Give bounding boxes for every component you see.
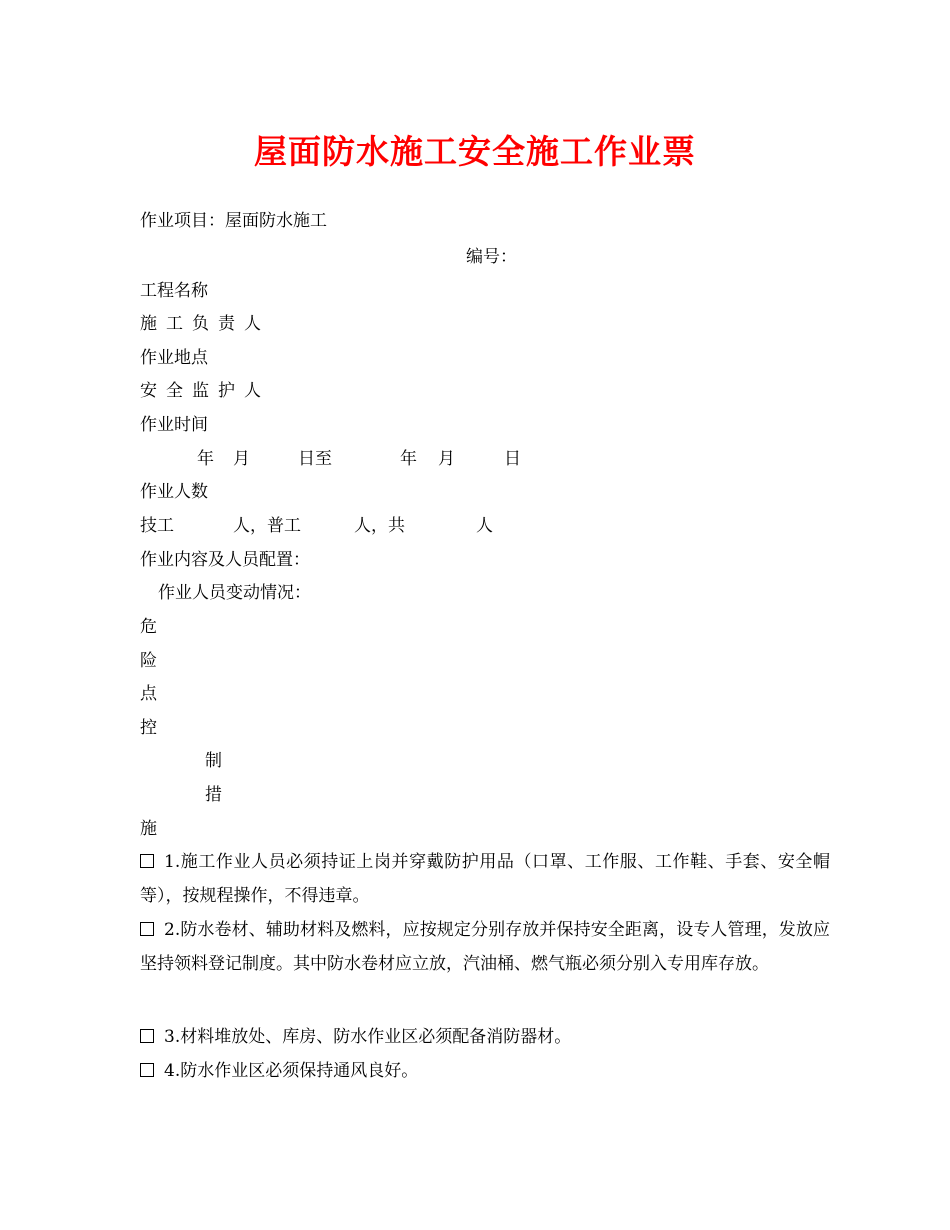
project-name-label: 工程名称 [140, 281, 208, 301]
date-to-month: 月 [438, 449, 455, 469]
measure-item [140, 1020, 830, 1054]
measure-item [140, 1054, 830, 1088]
number-label: 编号： [466, 247, 517, 267]
date-from-month: 月 [233, 449, 250, 469]
headcount-unit: 人 [476, 516, 493, 536]
headcount-skilled: 技工 [140, 516, 174, 536]
checkbox[interactable] [140, 854, 154, 868]
construction-lead-label: 施工负责人 [140, 314, 270, 334]
hazard-char: 施 [140, 819, 157, 839]
checkbox[interactable] [140, 1063, 154, 1077]
measure-item [140, 845, 830, 913]
location-label: 作业地点 [140, 348, 208, 368]
hazard-char: 点 [140, 684, 157, 704]
changes-label: 作业人员变动情况： [158, 583, 311, 603]
headcount-general: 人，普工 [233, 516, 301, 536]
measure-text: 3.材料堆放处、库房、防水作业区必须配备消防器材。 [164, 1027, 572, 1047]
measure-item [140, 913, 830, 981]
headcount-total: 人，共 [354, 516, 405, 536]
measure-text: 1.施工作业人员必须持证上岗并穿戴防护用品（口罩、工作服、工作鞋、手套、安全帽等），按规程操作，不得违章。 [140, 852, 830, 906]
date-from-year: 年 [197, 449, 214, 469]
hazard-char: 制 [205, 751, 222, 771]
project-line: 作业项目：屋面防水施工 [140, 211, 327, 231]
hazard-char: 危 [140, 617, 157, 637]
measure-text: 4.防水作业区必须保持通风良好。 [164, 1061, 419, 1081]
hazard-char: 控 [140, 718, 157, 738]
safety-monitor-label: 安全监护人 [140, 381, 270, 401]
date-to-year: 年 [400, 449, 417, 469]
date-from-day: 日至 [298, 449, 332, 469]
headcount-label: 作业人数 [140, 482, 208, 502]
checkbox[interactable] [140, 1029, 154, 1043]
page-title: 屋面防水施工安全施工作业票 [254, 132, 696, 171]
time-label: 作业时间 [140, 415, 208, 435]
hazard-char: 险 [140, 651, 157, 671]
measure-text: 2.防水卷材、辅助材料及燃料，应按规定分别存放并保持安全距离，设专人管理，发放应坚持领料登记制度。其中防水卷材应立放，汽油桶、燃气瓶必须分别入专用库存放。 [140, 920, 830, 974]
checkbox[interactable] [140, 922, 154, 936]
content-label: 作业内容及人员配置： [140, 550, 310, 570]
date-to-day: 日 [504, 449, 521, 469]
hazard-char: 措 [205, 785, 222, 805]
